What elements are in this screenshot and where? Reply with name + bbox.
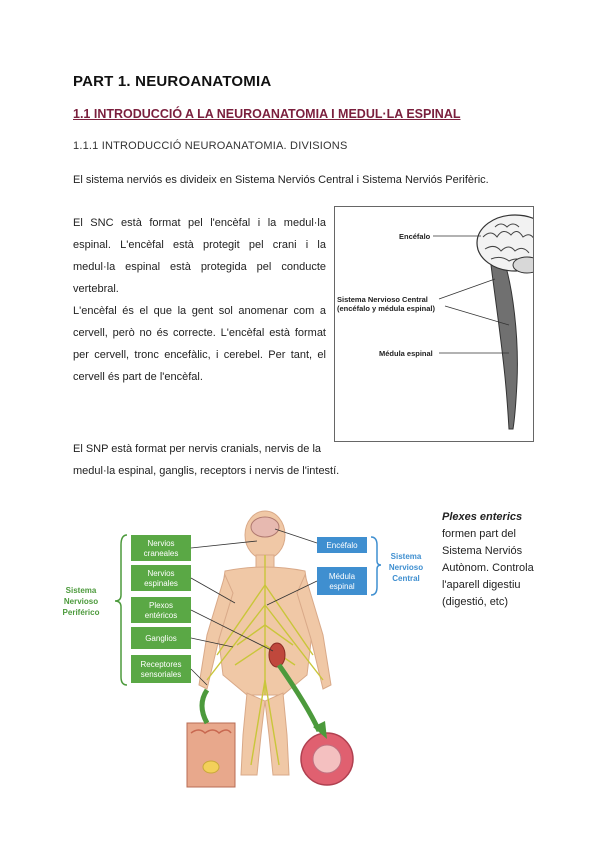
skin-tissue-shape [187, 723, 235, 787]
green-box-ganglios [131, 627, 191, 649]
snc-paragraph: El SNC està format pel l'encèfal i la medul·la espinal. L'encèfal està protegit pel crani i la medul·la espinal està protegida pel conducte vertebral. [73, 217, 326, 295]
green-box-espinales [131, 565, 191, 591]
sidebar-body: formen part del Sistema Nerviós Autònom. Controla l'aparell digestiu (digestió, etc) [442, 528, 534, 608]
intestine-shape [269, 643, 285, 667]
green-box-receptores [131, 655, 191, 683]
cns-title-line3: Central [392, 574, 420, 583]
brain-icon [477, 215, 533, 273]
svg-text:Encéfalo: Encéfalo [326, 541, 358, 550]
svg-text:Plexos: Plexos [148, 601, 174, 610]
svg-text:entéricos: entéricos [144, 611, 178, 620]
pns-title-line3: Periférico [62, 608, 100, 617]
cns-title-line1: Sistema [390, 552, 422, 561]
cns-bracket [371, 537, 381, 595]
svg-text:Receptores: Receptores [140, 660, 182, 669]
label-snc-line1: Sistema Nervioso Central [337, 295, 428, 304]
zoom-arrow-left [202, 690, 207, 723]
svg-text:Nervios: Nervios [147, 569, 175, 578]
svg-text:Nervios: Nervios [147, 539, 175, 548]
label-medula: Médula espinal [379, 349, 433, 358]
green-box-craneales [131, 535, 191, 561]
snc-text-block [73, 212, 326, 388]
green-box-entericos [131, 597, 191, 623]
part-title: PART 1. NEUROANATOMIA [73, 73, 272, 90]
svg-text:Ganglios: Ganglios [145, 634, 177, 643]
pns-bracket [115, 535, 127, 685]
sidebar-title: Plexes enterics [442, 511, 523, 523]
pns-title-line2: Nervioso [63, 597, 99, 606]
label-encefalo: Encéfalo [399, 232, 431, 241]
brain-shape [251, 517, 279, 537]
svg-text:espinales: espinales [144, 579, 178, 588]
blue-box-medula [317, 567, 367, 595]
cns-title-line2: Nervioso [388, 563, 424, 572]
encefal-paragraph: L'encèfal és el que la gent sol anomenar com a cervell, però no és correcte. L'encèfal està format per cervell, tronc encefàlic, i cerebel. Per tant, el cervell és part de l'encèfal. [73, 305, 326, 383]
intro-paragraph: El sistema nerviós es divideix en Sistema Nerviós Central i Sistema Nerviós Perifèric. [73, 174, 489, 186]
blue-box-encefalo [317, 537, 367, 553]
pns-title-line1: Sistema [65, 586, 97, 595]
svg-text:sensoriales: sensoriales [140, 670, 182, 679]
cns-figure [334, 206, 534, 442]
nervous-system-figure [57, 505, 430, 790]
subsection-heading: 1.1.1 INTRODUCCIÓ NEUROANATOMIA. DIVISIONS [73, 140, 348, 152]
section-heading: 1.1 INTRODUCCIÓ A LA NEUROANATOMIA I MEDUL·LA ESPINAL [73, 107, 461, 121]
svg-text:Médula: Médula [328, 572, 356, 581]
snp-paragraph: El SNP està format per nervis cranials, nervis de la medul·la espinal, ganglis, receptors i nervis de l'intestí. [73, 443, 340, 477]
svg-text:espinal: espinal [329, 582, 355, 591]
svg-text:craneales: craneales [143, 549, 179, 558]
label-snc-line2: (encéfalo y médula espinal) [337, 304, 435, 313]
spinal-cord-shape [491, 257, 517, 429]
sidebar-note [442, 509, 542, 611]
